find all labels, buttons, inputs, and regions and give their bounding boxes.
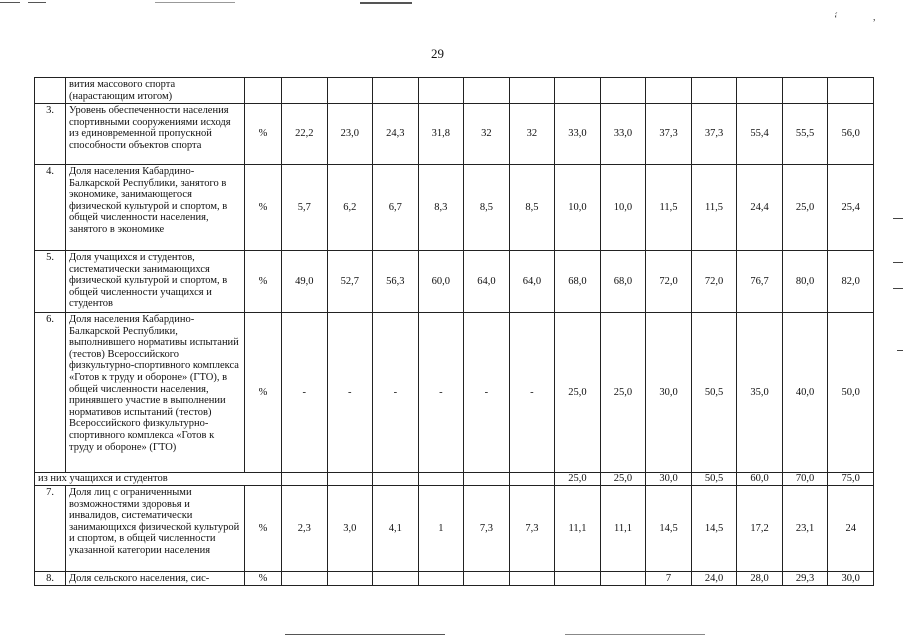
value-cell xyxy=(464,572,510,586)
value-cell: 25,4 xyxy=(828,165,874,251)
value-cell: 68,0 xyxy=(555,251,601,313)
table-row xyxy=(35,486,874,572)
value-cell xyxy=(600,572,646,586)
value-cell: 32 xyxy=(509,104,555,165)
indicators-table xyxy=(34,77,874,586)
value-cell: 55,5 xyxy=(782,104,828,165)
value-cell: 72,0 xyxy=(646,251,692,313)
value-cell: 75,0 xyxy=(828,473,874,486)
table-row xyxy=(35,572,874,586)
unit-cell: % xyxy=(245,572,282,586)
value-cell: 25,0 xyxy=(600,313,646,473)
value-cell: 56,0 xyxy=(828,104,874,165)
indicator-name: Доля лиц с ограниченными возможностями здоровья и инвалидов, систематически занимающихся физической культурой и спортом, в общей численности указанной категории населения xyxy=(66,486,245,572)
row-number: 4. xyxy=(35,165,66,251)
value-cell: 10,0 xyxy=(555,165,601,251)
table-row xyxy=(35,251,874,313)
indicator-name: Доля учащихся и студентов, систематически занимающихся физической культурой и спортом, в общей численности учащихся и студентов xyxy=(66,251,245,313)
indicator-name: Уровень обеспеченности населения спортивными сооружениями исходя из единовременной пропускной способности объектов спорта xyxy=(66,104,245,165)
scan-artifact-line xyxy=(28,2,46,3)
value-cell: 30,0 xyxy=(828,572,874,586)
value-cell xyxy=(828,78,874,104)
unit-cell: % xyxy=(245,104,282,165)
value-cell: 37,3 xyxy=(646,104,692,165)
value-cell: 7,3 xyxy=(509,486,555,572)
value-cell: - xyxy=(418,313,464,473)
value-cell: 50,0 xyxy=(828,313,874,473)
value-cell: 49,0 xyxy=(282,251,328,313)
value-cell xyxy=(282,572,328,586)
value-cell: 7 xyxy=(646,572,692,586)
value-cell: 33,0 xyxy=(555,104,601,165)
value-cell xyxy=(282,473,328,486)
value-cell: 60,0 xyxy=(737,473,783,486)
value-cell: 25,0 xyxy=(600,473,646,486)
value-cell: 6,2 xyxy=(327,165,373,251)
value-cell: 64,0 xyxy=(464,251,510,313)
value-cell xyxy=(418,78,464,104)
value-cell: 32 xyxy=(464,104,510,165)
row-number: 8. xyxy=(35,572,66,586)
unit-cell xyxy=(245,78,282,104)
row-number: 7. xyxy=(35,486,66,572)
value-cell: 8,5 xyxy=(509,165,555,251)
value-cell xyxy=(282,78,328,104)
value-cell: 40,0 xyxy=(782,313,828,473)
value-cell: 25,0 xyxy=(555,313,601,473)
value-cell: 56,3 xyxy=(373,251,419,313)
value-cell: 50,5 xyxy=(691,313,737,473)
value-cell xyxy=(600,78,646,104)
value-cell: 70,0 xyxy=(782,473,828,486)
value-cell: 24 xyxy=(828,486,874,572)
value-cell: 24,0 xyxy=(691,572,737,586)
value-cell: 82,0 xyxy=(828,251,874,313)
unit-cell: % xyxy=(245,486,282,572)
value-cell xyxy=(373,473,419,486)
value-cell: - xyxy=(373,313,419,473)
value-cell: 28,0 xyxy=(737,572,783,586)
scan-artifact-line xyxy=(565,634,705,635)
indicator-name: Доля сельского населения, сис- xyxy=(66,572,245,586)
value-cell: 29,3 xyxy=(782,572,828,586)
value-cell: 35,0 xyxy=(737,313,783,473)
value-cell: 2,3 xyxy=(282,486,328,572)
value-cell xyxy=(464,473,510,486)
value-cell: 23,0 xyxy=(327,104,373,165)
value-cell: 4,1 xyxy=(373,486,419,572)
value-cell xyxy=(327,572,373,586)
row-number xyxy=(35,78,66,104)
value-cell: 24,3 xyxy=(373,104,419,165)
value-cell xyxy=(373,572,419,586)
value-cell: 11,5 xyxy=(646,165,692,251)
value-cell: 11,1 xyxy=(600,486,646,572)
value-cell: 52,7 xyxy=(327,251,373,313)
value-cell: 72,0 xyxy=(691,251,737,313)
value-cell: 68,0 xyxy=(600,251,646,313)
corner-dot: , xyxy=(873,12,876,23)
scan-artifact-line xyxy=(155,2,235,3)
value-cell: 50,5 xyxy=(691,473,737,486)
corner-mark: ‘́ xyxy=(834,14,838,25)
row-number: 5. xyxy=(35,251,66,313)
value-cell: 80,0 xyxy=(782,251,828,313)
table-row xyxy=(35,473,874,486)
value-cell xyxy=(509,572,555,586)
value-cell: 25,0 xyxy=(555,473,601,486)
margin-mark xyxy=(893,262,903,263)
value-cell: 14,5 xyxy=(646,486,692,572)
value-cell: - xyxy=(464,313,510,473)
value-cell xyxy=(555,78,601,104)
value-cell: 7,3 xyxy=(464,486,510,572)
table-row xyxy=(35,78,874,104)
scan-artifact-line xyxy=(360,2,412,4)
scan-artifact-line xyxy=(285,634,445,635)
unit-cell: % xyxy=(245,251,282,313)
row-number: 6. xyxy=(35,313,66,473)
value-cell: 23,1 xyxy=(782,486,828,572)
value-cell xyxy=(464,78,510,104)
value-cell: 8,5 xyxy=(464,165,510,251)
unit-cell: % xyxy=(245,165,282,251)
value-cell: - xyxy=(327,313,373,473)
value-cell xyxy=(691,78,737,104)
scan-artifact-line xyxy=(0,2,20,3)
table-row xyxy=(35,313,874,473)
margin-mark xyxy=(893,288,903,289)
row-subtitle: из них учащихся и студентов xyxy=(35,473,282,486)
value-cell xyxy=(418,473,464,486)
value-cell: 22,2 xyxy=(282,104,328,165)
page-number: 29 xyxy=(431,46,444,61)
value-cell xyxy=(509,473,555,486)
value-cell xyxy=(327,78,373,104)
value-cell: 55,4 xyxy=(737,104,783,165)
value-cell: 1 xyxy=(418,486,464,572)
indicator-name: Доля населения Кабардино-Балкарской Республики, занятого в экономике, занимающегося физической культурой и спортом, в общей численности населения, занятого в экономике xyxy=(66,165,245,251)
value-cell: 10,0 xyxy=(600,165,646,251)
value-cell: 6,7 xyxy=(373,165,419,251)
value-cell xyxy=(782,78,828,104)
table-row xyxy=(35,165,874,251)
value-cell xyxy=(327,473,373,486)
table-row xyxy=(35,104,874,165)
margin-mark xyxy=(893,218,903,219)
value-cell: 8,3 xyxy=(418,165,464,251)
indicator-name: вития массового спорта (нарастающим итогом) xyxy=(66,78,245,104)
value-cell: 30,0 xyxy=(646,473,692,486)
value-cell: 25,0 xyxy=(782,165,828,251)
value-cell: 3,0 xyxy=(327,486,373,572)
value-cell xyxy=(373,78,419,104)
value-cell: - xyxy=(509,313,555,473)
value-cell: 24,4 xyxy=(737,165,783,251)
value-cell xyxy=(555,572,601,586)
margin-mark xyxy=(897,350,903,351)
value-cell: - xyxy=(282,313,328,473)
value-cell xyxy=(418,572,464,586)
value-cell: 60,0 xyxy=(418,251,464,313)
indicator-name: Доля населения Кабардино-Балкарской Республики, выполнившего нормативы испытаний (тестов) Всероссийского физкультурно-спортивного комплекса «Готов к труду и обороне» (ГТО), в общей численности населения, принявшего участие в выполнении нормативов испытаний (тестов) Всероссийского физкультурно-спортивного комплекса «Готов к труду и обороне» (ГТО) xyxy=(66,313,245,473)
unit-cell: % xyxy=(245,313,282,473)
value-cell: 37,3 xyxy=(691,104,737,165)
value-cell: 11,1 xyxy=(555,486,601,572)
row-number: 3. xyxy=(35,104,66,165)
value-cell: 17,2 xyxy=(737,486,783,572)
value-cell: 30,0 xyxy=(646,313,692,473)
value-cell xyxy=(509,78,555,104)
value-cell xyxy=(737,78,783,104)
value-cell: 33,0 xyxy=(600,104,646,165)
value-cell: 5,7 xyxy=(282,165,328,251)
value-cell xyxy=(646,78,692,104)
value-cell: 31,8 xyxy=(418,104,464,165)
value-cell: 11,5 xyxy=(691,165,737,251)
value-cell: 76,7 xyxy=(737,251,783,313)
value-cell: 64,0 xyxy=(509,251,555,313)
value-cell: 14,5 xyxy=(691,486,737,572)
